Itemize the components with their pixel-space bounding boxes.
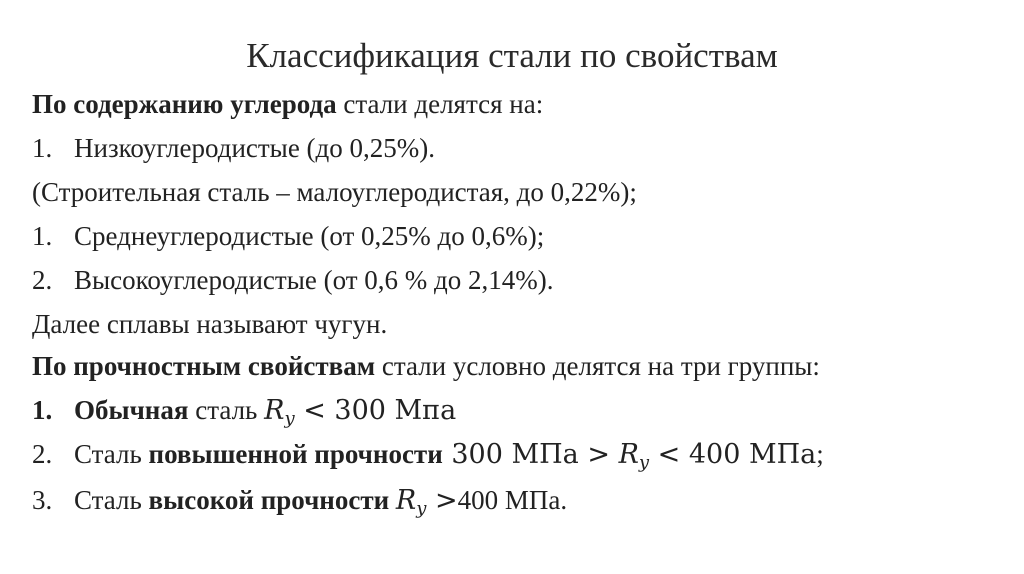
less-than-operator: < [294,395,335,426]
strength-group-high [32,483,567,518]
strength-group-ordinary [32,393,456,428]
strength-value: 400 МПа. [457,485,568,515]
strength-symbol-subscript: y [638,452,650,473]
strength-heading [32,349,820,383]
strength-heading-rest: стали условно делятся на три группы: [375,351,820,381]
spacer [389,485,396,515]
cast-iron-note: Далее сплавы называют чугун. [32,309,388,339]
less-than-operator: < [649,439,689,470]
greater-than-operator: > [426,485,458,516]
list-number: 1. [32,221,53,251]
carbon-heading [32,87,543,121]
line-end: ; [816,439,824,469]
group-name-bold: высокой прочности [148,485,390,515]
strength-symbol-subscript: y [416,498,427,519]
greater-than-operator: > [587,439,619,470]
strength-symbol: R [264,395,285,426]
strength-symbol: R [395,485,417,516]
strength-symbol-subscript: y [284,408,295,429]
list-item-medium-carbon [32,219,544,253]
strength-upper-value: 400 МПа [688,439,817,470]
strength-symbol: R [618,439,639,470]
carbon-heading-rest: стали делятся на: [336,89,544,119]
list-item-high-carbon [32,263,553,297]
slide-title: Классификация стали по свойствам [246,36,778,75]
carbon-heading-bold: По содержанию углерода [32,89,337,119]
construction-steel-note: (Строительная сталь – малоуглеродистая, до 0,22%); [32,177,637,207]
strength-lower-value: 300 МПа [442,439,588,470]
group-text: сталь [188,395,265,425]
strength-value: 300 Мпа [334,395,457,426]
list-number: 1. [32,133,53,163]
list-item-text: Низкоуглеродистые (до 0,25%). [74,133,436,163]
list-number: 2. [32,265,53,295]
group-text: Сталь [74,485,149,515]
group-name-bold: повышенной прочности [148,439,443,469]
list-item-text: Высокоуглеродистые (от 0,6 % до 2,14%). [74,265,554,295]
group-name-bold: Обычная [74,395,189,425]
list-item-low-carbon [32,131,435,165]
list-number: 1. [32,395,53,425]
strength-heading-bold: По прочностным свойствам [32,351,376,381]
strength-group-increased [32,437,824,472]
list-number: 3. [32,485,53,515]
list-item-text: Среднеуглеродистые (от 0,25% до 0,6%); [74,221,545,251]
group-text: Сталь [74,439,149,469]
list-number: 2. [32,439,53,469]
